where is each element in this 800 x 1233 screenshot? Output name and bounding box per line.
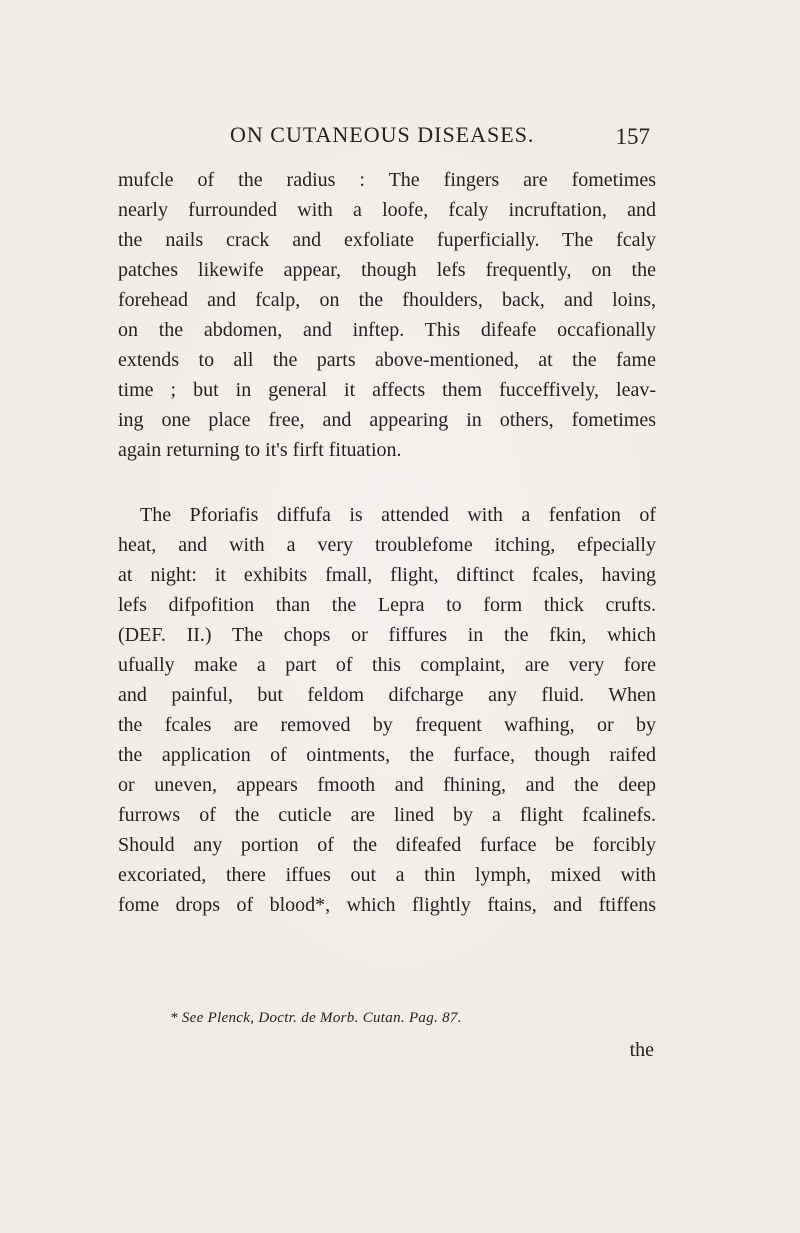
running-head: ON CUTANEOUS DISEASES. xyxy=(230,122,535,147)
text-line: ing one place free, and appearing in others, fometimes xyxy=(118,409,656,431)
text-line: lefs difpofition than the Lepra to form thick crufts. xyxy=(118,594,656,616)
text-line: fome drops of blood*, which flightly ftains, and ftiffens xyxy=(118,894,656,916)
text-line: forehead and fcalp, on the fhoulders, back, and loins, xyxy=(118,289,656,311)
text-line: ufually make a part of this complaint, are very fore xyxy=(118,654,656,676)
text-line: again returning to it's firft fituation. xyxy=(118,439,402,461)
text-line: time ; but in general it affects them fucceffively, leav- xyxy=(118,379,656,401)
text-line: nearly furrounded with a loofe, fcaly incruftation, and xyxy=(118,199,656,221)
text-line: or uneven, appears fmooth and fhining, and the deep xyxy=(118,774,656,796)
text-line: furrows of the cuticle are lined by a flight fcalinefs. xyxy=(118,804,656,826)
text-line: patches likewife appear, though lefs frequently, on the xyxy=(118,259,656,281)
text-line: on the abdomen, and inftep. This difeafe occafionally xyxy=(118,319,656,341)
text-line: and painful, but feldom difcharge any fluid. When xyxy=(118,684,656,706)
text-line: at night: it exhibits fmall, flight, diftinct fcales, having xyxy=(118,564,656,586)
text-line: the nails crack and exfoliate fuperficially. The fcaly xyxy=(118,229,656,251)
text-line: extends to all the parts above-mentioned, at the fame xyxy=(118,349,656,371)
text-line: Should any portion of the difeafed furface be forcibly xyxy=(118,834,656,856)
text-line: the application of ointments, the furface, though raifed xyxy=(118,744,656,766)
text-line: (DEF. II.) The chops or fiffures in the fkin, which xyxy=(118,624,656,646)
text-line: mufcle of the radius : The fingers are fometimes xyxy=(118,169,656,191)
text-line: The Pforiafis diffufa is attended with a fenfation of xyxy=(140,504,656,526)
footnote: * See Plenck, Doctr. de Morb. Cutan. Pag. 87. xyxy=(170,1010,462,1026)
text-line: the fcales are removed by frequent wafhing, or by xyxy=(118,714,656,736)
text-line: excoriated, there iffues out a thin lymph, mixed with xyxy=(118,864,656,886)
text-line: heat, and with a very troublefome itching, efpecially xyxy=(118,534,656,556)
page-number: 157 xyxy=(615,124,650,149)
page-header xyxy=(118,118,656,154)
catchword: the xyxy=(629,1039,654,1061)
